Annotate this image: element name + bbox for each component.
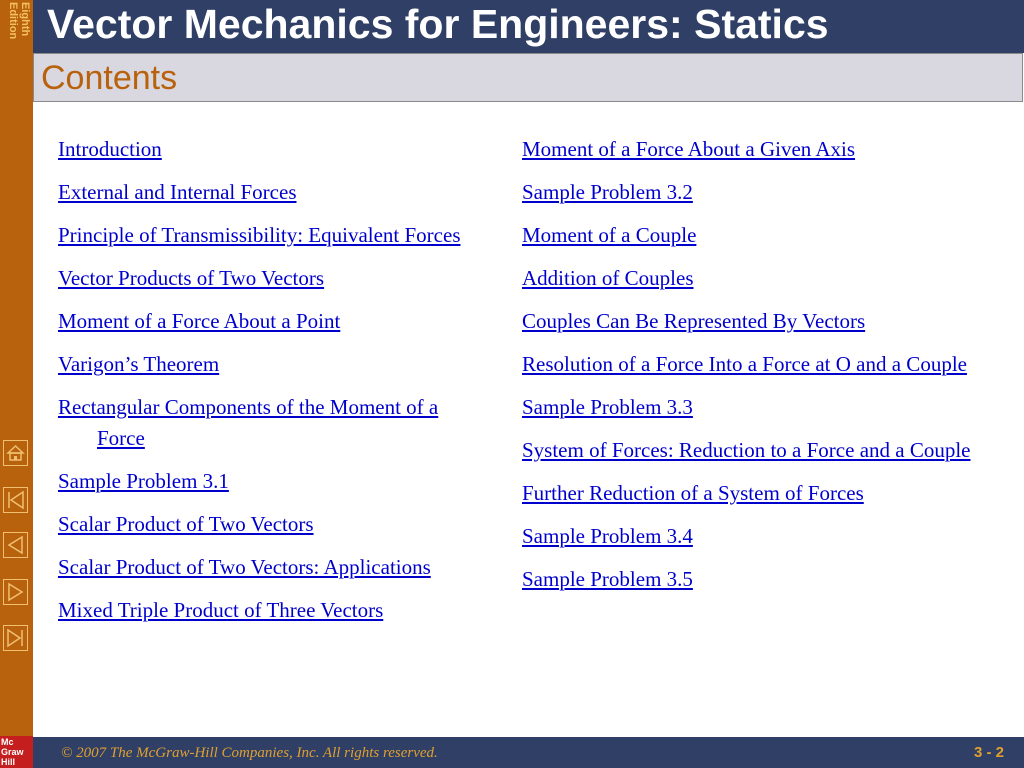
toc-item	[522, 306, 1002, 337]
subtitle-bar	[33, 53, 1023, 102]
toc-item	[522, 521, 1002, 552]
toc-item	[522, 564, 1002, 595]
toc-link-transmissibility[interactable]: Principle of Transmissibility: Equivalent Forces	[58, 223, 461, 247]
toc-item	[58, 552, 488, 583]
toc-item	[522, 435, 1002, 466]
toc-item	[522, 478, 1002, 509]
toc-link-system-of-forces-reduction[interactable]: System of Forces: Reduction to a Force and a Couple	[522, 438, 971, 462]
last-slide-icon	[4, 626, 27, 650]
toc-link-sample-problem-3-3[interactable]: Sample Problem 3.3	[522, 395, 693, 419]
toc-link-moment-about-point[interactable]: Moment of a Force About a Point	[58, 309, 341, 333]
book-title: Vector Mechanics for Engineers: Statics	[47, 1, 829, 47]
toc-item	[58, 509, 488, 540]
previous-slide-icon	[4, 533, 27, 557]
next-slide-button[interactable]	[3, 579, 28, 605]
toc-item	[58, 263, 488, 294]
edition-label: Eighth Edition	[7, 2, 31, 40]
home-icon	[4, 441, 27, 465]
toc-item	[58, 134, 488, 165]
toc-link-external-internal-forces[interactable]: External and Internal Forces	[58, 180, 297, 204]
toc-item	[58, 392, 488, 454]
toc-link-mixed-triple-product[interactable]: Mixed Triple Product of Three Vectors	[58, 598, 384, 622]
toc-right-column	[522, 134, 1002, 607]
copyright-notice: © 2007 The McGraw-Hill Companies, Inc. All rights reserved.	[61, 745, 438, 761]
toc-link-couples-as-vectors[interactable]: Couples Can Be Represented By Vectors	[522, 309, 866, 333]
toc-left-column	[58, 134, 488, 638]
toc-link-sample-problem-3-4[interactable]: Sample Problem 3.4	[522, 524, 693, 548]
toc-link-resolution-force-couple[interactable]: Resolution of a Force Into a Force at O and a Couple	[522, 352, 967, 376]
toc-link-sample-problem-3-5[interactable]: Sample Problem 3.5	[522, 567, 693, 591]
toc-item	[58, 306, 488, 337]
toc-item	[58, 349, 488, 380]
toc-link-sample-problem-3-1[interactable]: Sample Problem 3.1	[58, 469, 229, 493]
toc-link-varignon-theorem[interactable]: Varigon’s Theorem	[58, 352, 220, 376]
toc-item	[58, 595, 488, 626]
toc-item	[58, 177, 488, 208]
publisher-logo: Mc Graw Hill	[0, 736, 33, 768]
toc-link-moment-of-couple[interactable]: Moment of a Couple	[522, 223, 697, 247]
toc-link-addition-of-couples[interactable]: Addition of Couples	[522, 266, 694, 290]
toc-link-scalar-product[interactable]: Scalar Product of Two Vectors	[58, 512, 314, 536]
page-number: 3 - 2	[973, 744, 1004, 761]
toc-link-moment-about-axis[interactable]: Moment of a Force About a Given Axis	[522, 137, 856, 161]
toc-item	[522, 134, 1002, 165]
next-slide-icon	[4, 580, 27, 604]
sidebar	[0, 0, 33, 768]
toc-link-scalar-product-applications[interactable]: Scalar Product of Two Vectors: Applications	[58, 555, 431, 579]
toc-item	[522, 349, 1002, 380]
footer-bar	[33, 737, 1024, 768]
toc-item	[522, 392, 1002, 423]
slide-title: Contents	[41, 59, 178, 97]
first-slide-button[interactable]	[3, 487, 28, 513]
toc-item	[522, 220, 1002, 251]
toc-item	[522, 177, 1002, 208]
toc-link-further-reduction[interactable]: Further Reduction of a System of Forces	[522, 481, 864, 505]
toc-link-introduction[interactable]: Introduction	[58, 137, 162, 161]
toc-item	[58, 466, 488, 497]
home-button[interactable]	[3, 440, 28, 466]
first-slide-icon	[4, 488, 27, 512]
title-bar	[33, 0, 1024, 53]
toc-item	[522, 263, 1002, 294]
toc-item	[58, 220, 488, 251]
previous-slide-button[interactable]	[3, 532, 28, 558]
toc-link-rectangular-components[interactable]: Rectangular Components of the Moment of a Force	[58, 395, 439, 450]
last-slide-button[interactable]	[3, 625, 28, 651]
toc-link-vector-products[interactable]: Vector Products of Two Vectors	[58, 266, 325, 290]
toc-link-sample-problem-3-2[interactable]: Sample Problem 3.2	[522, 180, 693, 204]
